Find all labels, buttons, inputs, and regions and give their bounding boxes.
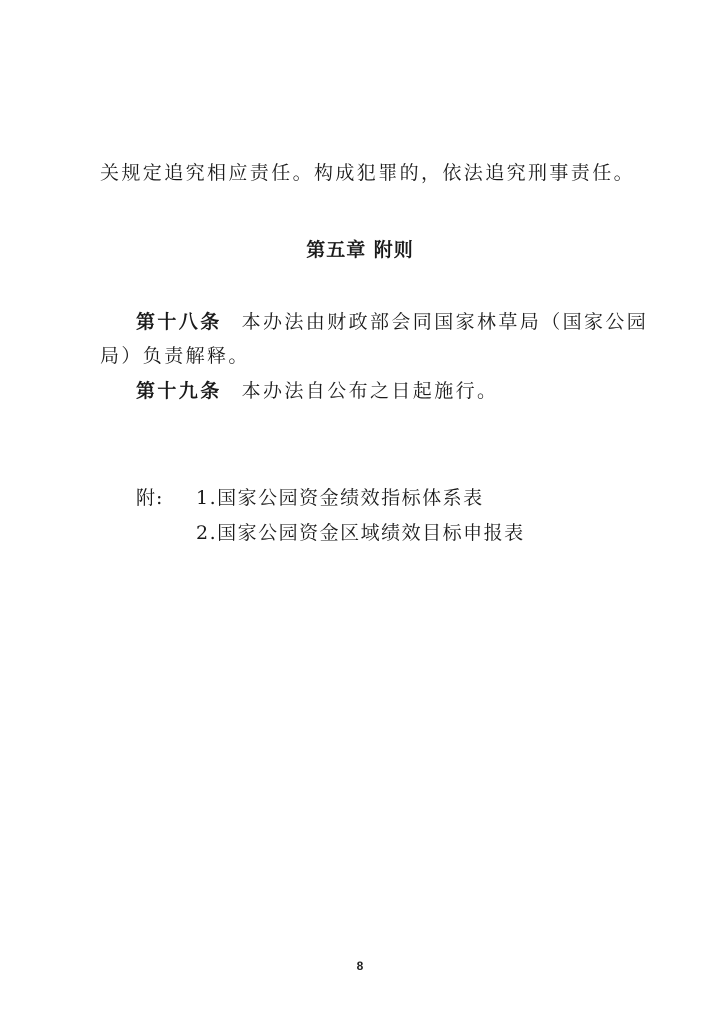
- article-19-text: 本办法自公布之日起施行。: [241, 380, 499, 402]
- article-18-line1: [136, 309, 648, 335]
- article-18-label: 第十八条: [136, 311, 222, 333]
- continuation-paragraph: 关规定追究相应责任。构成犯罪的，依法追究刑事责任。: [100, 162, 636, 184]
- article-18-text-line2: 局）负责解释。: [100, 345, 250, 367]
- attachments-prefix: 附:: [136, 487, 164, 509]
- attachment-item: 2.国家公园资金区域绩效目标申报表: [196, 522, 525, 544]
- article-19-label: 第十九条: [136, 380, 222, 402]
- chapter-title: 第五章 附则: [306, 239, 414, 261]
- article-19-line: [136, 378, 498, 404]
- article-18-text-line1: 本办法由财政部会同国家林草局（国家公园: [241, 311, 649, 333]
- page-number: 8: [356, 959, 364, 973]
- attachment-item: 1.国家公园资金绩效指标体系表: [196, 487, 484, 509]
